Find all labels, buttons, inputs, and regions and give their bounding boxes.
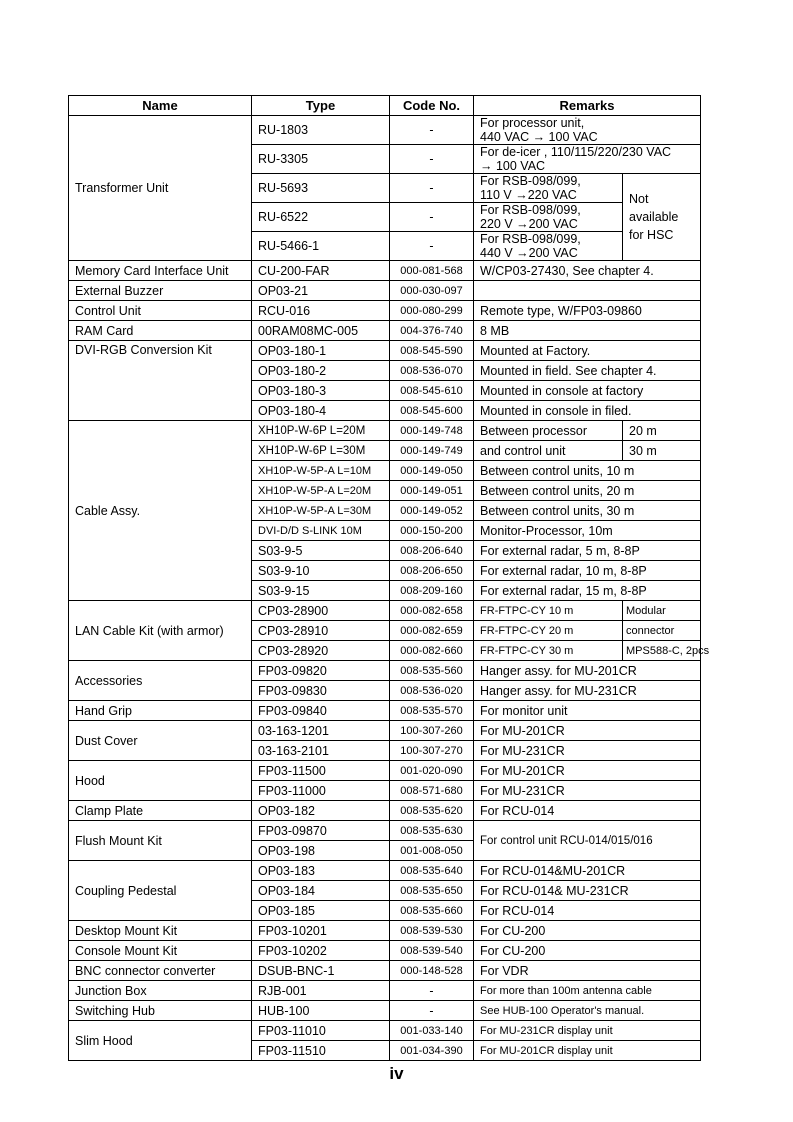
- item-name: External Buzzer: [69, 281, 252, 301]
- item-code: -: [390, 981, 474, 1001]
- table-row: [69, 941, 701, 961]
- item-type: RU-3305: [252, 145, 390, 174]
- item-type: XH10P-W-5P-A L=20M: [252, 481, 390, 501]
- item-code: 001-034-390: [390, 1041, 474, 1061]
- item-type: XH10P-W-6P L=30M: [252, 441, 390, 461]
- item-note: MPS588-C, 2pcs: [623, 641, 701, 661]
- item-remark: Hanger assy. for MU-231CR: [474, 681, 701, 701]
- item-name: Clamp Plate: [69, 801, 252, 821]
- item-type: FP03-11010: [252, 1021, 390, 1041]
- item-remark: For MU-231CR: [474, 741, 701, 761]
- item-type: FP03-11510: [252, 1041, 390, 1061]
- item-name: RAM Card: [69, 321, 252, 341]
- remark-line: For RSB-098/099,: [480, 232, 581, 246]
- item-name: Dust Cover: [69, 721, 252, 761]
- item-code: 008-536-070: [390, 361, 474, 381]
- item-remark: FR-FTPC-CY 20 m: [474, 621, 623, 641]
- item-type: FP03-10201: [252, 921, 390, 941]
- table-row: [69, 981, 701, 1001]
- item-name: Flush Mount Kit: [69, 821, 252, 861]
- item-remark: For RCU-014: [474, 901, 701, 921]
- item-code: 000-149-050: [390, 461, 474, 481]
- item-name: Hood: [69, 761, 252, 801]
- item-remark: For MU-201CR: [474, 761, 701, 781]
- table-row: [69, 1021, 701, 1041]
- item-type: S03-9-5: [252, 541, 390, 561]
- item-remark: [474, 174, 623, 203]
- item-remark: [474, 232, 623, 261]
- hsc-note-line: available: [629, 210, 679, 224]
- item-type: 00RAM08MC-005: [252, 321, 390, 341]
- item-type: HUB-100: [252, 1001, 390, 1021]
- item-code: -: [390, 203, 474, 232]
- item-code: 008-539-540: [390, 941, 474, 961]
- item-code: 008-536-020: [390, 681, 474, 701]
- table-header-row: [69, 96, 701, 116]
- item-type: RU-1803: [252, 116, 390, 145]
- table-row: [69, 761, 701, 781]
- item-type: OP03-184: [252, 881, 390, 901]
- item-type: FP03-09830: [252, 681, 390, 701]
- item-remark: Mounted at Factory.: [474, 341, 701, 361]
- table-row: [69, 921, 701, 941]
- item-type: OP03-182: [252, 801, 390, 821]
- item-remark: Hanger assy. for MU-201CR: [474, 661, 701, 681]
- item-code: 004-376-740: [390, 321, 474, 341]
- item-type: S03-9-10: [252, 561, 390, 581]
- item-code: 000-150-200: [390, 521, 474, 541]
- parts-table: [68, 95, 710, 1061]
- item-code: 000-148-528: [390, 961, 474, 981]
- remark-line: → 100 VAC: [480, 159, 546, 173]
- item-name: Memory Card Interface Unit: [69, 261, 252, 281]
- item-type: CU-200-FAR: [252, 261, 390, 281]
- item-remark: For external radar, 10 m, 8-8P: [474, 561, 701, 581]
- item-remark: Between control units, 20 m: [474, 481, 701, 501]
- hsc-note-line: Not: [629, 192, 649, 206]
- item-type: RU-6522: [252, 203, 390, 232]
- table-row: [69, 116, 701, 145]
- item-remark: Monitor-Processor, 10m: [474, 521, 701, 541]
- item-type: FP03-09870: [252, 821, 390, 841]
- item-remark: See HUB-100 Operator's manual.: [474, 1001, 701, 1021]
- item-code: 008-535-620: [390, 801, 474, 821]
- item-remark: [474, 203, 623, 232]
- item-remark: FR-FTPC-CY 30 m: [474, 641, 623, 661]
- item-name: LAN Cable Kit (with armor): [69, 601, 252, 661]
- item-code: 008-209-160: [390, 581, 474, 601]
- item-remark: W/CP03-27430, See chapter 4.: [474, 261, 701, 281]
- table-row: [69, 861, 701, 881]
- item-code: 008-535-640: [390, 861, 474, 881]
- item-code: 001-020-090: [390, 761, 474, 781]
- item-remark: Between control units, 30 m: [474, 501, 701, 521]
- page-number: iv: [389, 1064, 404, 1083]
- item-remark: For MU-231CR: [474, 781, 701, 801]
- header-remarks: Remarks: [474, 96, 701, 116]
- item-code: -: [390, 232, 474, 261]
- item-code: 008-545-590: [390, 341, 474, 361]
- item-remark: Mounted in console in filed.: [474, 401, 701, 421]
- item-type: OP03-183: [252, 861, 390, 881]
- item-code: 008-206-640: [390, 541, 474, 561]
- item-type: CP03-28920: [252, 641, 390, 661]
- hsc-note-line: for HSC: [629, 228, 674, 242]
- item-code: 100-307-270: [390, 741, 474, 761]
- item-name: Transformer Unit: [69, 116, 252, 261]
- item-name: Hand Grip: [69, 701, 252, 721]
- table-row: [69, 821, 701, 841]
- item-type: XH10P-W-6P L=20M: [252, 421, 390, 441]
- item-code: 008-571-680: [390, 781, 474, 801]
- item-remark: and control unit: [474, 441, 623, 461]
- item-code: 000-082-658: [390, 601, 474, 621]
- item-code: -: [390, 1001, 474, 1021]
- item-remark: For external radar, 5 m, 8-8P: [474, 541, 701, 561]
- item-type: CP03-28910: [252, 621, 390, 641]
- remark-line: For RSB-098/099,: [480, 203, 581, 217]
- item-remark: 8 MB: [474, 321, 701, 341]
- item-code: 001-033-140: [390, 1021, 474, 1041]
- table-row: [69, 321, 701, 341]
- item-remark: Mounted in field. See chapter 4.: [474, 361, 701, 381]
- item-name: BNC connector converter: [69, 961, 252, 981]
- item-code: 000-030-097: [390, 281, 474, 301]
- item-type: OP03-185: [252, 901, 390, 921]
- item-type: RCU-016: [252, 301, 390, 321]
- item-type: FP03-11000: [252, 781, 390, 801]
- table-row: [69, 341, 701, 361]
- item-code: 008-206-650: [390, 561, 474, 581]
- header-type: Type: [252, 96, 390, 116]
- item-type: XH10P-W-5P-A L=30M: [252, 501, 390, 521]
- item-type: FP03-10202: [252, 941, 390, 961]
- remark-line: 440 VAC → 100 VAC: [480, 130, 598, 144]
- item-remark: For control unit RCU-014/015/016: [474, 821, 701, 861]
- item-name: DVI-RGB Conversion Kit: [69, 341, 252, 421]
- item-type: DVI-D/D S-LINK 10M: [252, 521, 390, 541]
- remark-line: For RSB-098/099,: [480, 174, 581, 188]
- item-type: OP03-180-4: [252, 401, 390, 421]
- item-name: Control Unit: [69, 301, 252, 321]
- table-row: [69, 281, 701, 301]
- table-row: [69, 801, 701, 821]
- item-name: Cable Assy.: [69, 421, 252, 601]
- item-remark: Between processor: [474, 421, 623, 441]
- item-remark: For CU-200: [474, 921, 701, 941]
- header-name: Name: [69, 96, 252, 116]
- header-code: Code No.: [390, 96, 474, 116]
- item-code: 008-535-660: [390, 901, 474, 921]
- item-remark: Remote type, W/FP03-09860: [474, 301, 701, 321]
- item-remark: FR-FTPC-CY 10 m: [474, 601, 623, 621]
- item-remark: For CU-200: [474, 941, 701, 961]
- item-name: Slim Hood: [69, 1021, 252, 1061]
- remark-line: For de-icer , 110/115/220/230 VAC: [480, 145, 672, 159]
- item-code: 001-008-050: [390, 841, 474, 861]
- item-code: 000-080-299: [390, 301, 474, 321]
- item-type: RU-5466-1: [252, 232, 390, 261]
- remark-line: 220 V →200 VAC: [480, 217, 578, 231]
- item-type: CP03-28900: [252, 601, 390, 621]
- item-code: 008-535-650: [390, 881, 474, 901]
- item-remark: For MU-201CR display unit: [474, 1041, 701, 1061]
- item-type: OP03-180-3: [252, 381, 390, 401]
- item-code: 008-539-530: [390, 921, 474, 941]
- item-remark: For VDR: [474, 961, 701, 981]
- item-code: 000-149-051: [390, 481, 474, 501]
- item-type: FP03-11500: [252, 761, 390, 781]
- hsc-note: [623, 174, 701, 261]
- item-type: RJB-001: [252, 981, 390, 1001]
- item-type: 03-163-1201: [252, 721, 390, 741]
- item-code: 000-082-659: [390, 621, 474, 641]
- item-note: Modular: [623, 601, 701, 621]
- item-name: Accessories: [69, 661, 252, 701]
- item-code: 008-535-570: [390, 701, 474, 721]
- remark-line: 440 V →200 VAC: [480, 246, 578, 260]
- item-type: XH10P-W-5P-A L=10M: [252, 461, 390, 481]
- item-remark: [474, 281, 701, 301]
- item-name: Console Mount Kit: [69, 941, 252, 961]
- table-row: [69, 721, 701, 741]
- item-type: 03-163-2101: [252, 741, 390, 761]
- item-code: -: [390, 116, 474, 145]
- item-code: -: [390, 174, 474, 203]
- item-remark: For monitor unit: [474, 701, 701, 721]
- item-type: FP03-09840: [252, 701, 390, 721]
- table-row: [69, 961, 701, 981]
- item-remark: For external radar, 15 m, 8-8P: [474, 581, 701, 601]
- table-row: [69, 301, 701, 321]
- item-remark: [474, 116, 701, 145]
- table-row: [69, 1001, 701, 1021]
- item-name: Junction Box: [69, 981, 252, 1001]
- item-type: DSUB-BNC-1: [252, 961, 390, 981]
- remark-line: For processor unit,: [480, 116, 585, 130]
- item-code: 000-081-568: [390, 261, 474, 281]
- item-type: FP03-09820: [252, 661, 390, 681]
- table-row: [69, 421, 701, 441]
- item-code: 000-149-748: [390, 421, 474, 441]
- item-note: connector: [623, 621, 701, 641]
- item-code: -: [390, 145, 474, 174]
- item-name: Switching Hub: [69, 1001, 252, 1021]
- item-length: 30 m: [623, 441, 701, 461]
- item-remark: [474, 145, 701, 174]
- table-row: [69, 661, 701, 681]
- item-type: RU-5693: [252, 174, 390, 203]
- item-remark: For MU-201CR: [474, 721, 701, 741]
- table-row: [69, 261, 701, 281]
- item-code: 000-149-052: [390, 501, 474, 521]
- item-code: 008-545-600: [390, 401, 474, 421]
- item-remark: Mounted in console at factory: [474, 381, 701, 401]
- item-type: OP03-198: [252, 841, 390, 861]
- item-code: 100-307-260: [390, 721, 474, 741]
- item-code: 008-535-560: [390, 661, 474, 681]
- item-name: Desktop Mount Kit: [69, 921, 252, 941]
- item-type: OP03-180-2: [252, 361, 390, 381]
- item-code: 000-149-749: [390, 441, 474, 461]
- remark-line: 110 V →220 VAC: [480, 188, 577, 202]
- table-row: [69, 701, 701, 721]
- item-remark: For RCU-014&MU-201CR: [474, 861, 701, 881]
- item-type: OP03-180-1: [252, 341, 390, 361]
- item-remark: Between control units, 10 m: [474, 461, 701, 481]
- item-code: 008-535-630: [390, 821, 474, 841]
- table-row: [69, 601, 701, 621]
- item-remark: For MU-231CR display unit: [474, 1021, 701, 1041]
- item-code: 008-545-610: [390, 381, 474, 401]
- item-remark: For RCU-014: [474, 801, 701, 821]
- item-remark: For RCU-014& MU-231CR: [474, 881, 701, 901]
- item-type: S03-9-15: [252, 581, 390, 601]
- item-remark: For more than 100m antenna cable: [474, 981, 701, 1001]
- item-type: OP03-21: [252, 281, 390, 301]
- item-code: 000-082-660: [390, 641, 474, 661]
- item-length: 20 m: [623, 421, 701, 441]
- item-name: Coupling Pedestal: [69, 861, 252, 921]
